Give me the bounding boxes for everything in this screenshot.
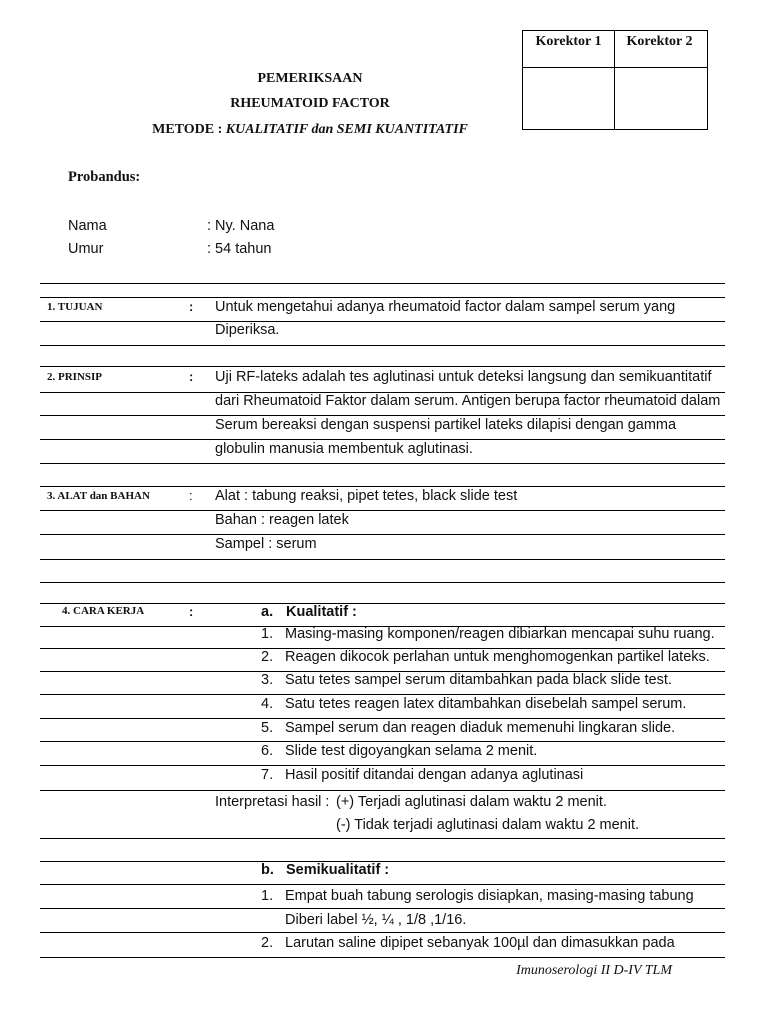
title-line-1: PEMERIKSAAN (257, 71, 363, 86)
sampel-line: Sampel : serum (215, 536, 317, 552)
rule (40, 283, 725, 284)
step-text: Hasil positif ditandai dengan adanya aglutinasi (285, 767, 584, 783)
tujuan-line: Diperiksa. (215, 322, 280, 338)
rule (40, 321, 725, 322)
step-number: 6. (261, 743, 274, 759)
step-number: 1. (261, 626, 274, 642)
step-text: Masing-masing komponen/reagen dibiarkan mencapai suhu ruang. (285, 626, 715, 642)
rule (40, 345, 725, 346)
section-colon: : (189, 604, 194, 619)
metode-label: METODE : (152, 122, 226, 137)
probandus-heading: Probandus: (68, 169, 141, 185)
rule (40, 694, 725, 695)
rule (40, 463, 725, 464)
step-text: Empat buah tabung serologis disiapkan, masing-masing tabung (285, 888, 694, 904)
section-colon: : (189, 488, 193, 503)
semikualitatif-marker: b. (261, 862, 274, 878)
prinsip-line: globulin manusia membentuk aglutinasi. (215, 441, 473, 457)
rule (40, 582, 725, 583)
step-text: Reagen dikocok perlahan untuk menghomogenkan partikel lateks. (285, 649, 710, 665)
step-number: 7. (261, 767, 274, 783)
section-tujuan-label: 1. TUJUAN (47, 301, 103, 313)
bahan-line: Bahan : reagen latek (215, 512, 349, 528)
rule (40, 486, 725, 487)
korektor-2-header: Korektor 2 (626, 34, 693, 49)
step-text: Larutan saline dipipet sebanyak 100µl dan dimasukkan pada (285, 935, 675, 951)
title-line-2: RHEUMATOID FACTOR (230, 96, 390, 111)
step-number: 3. (261, 672, 274, 688)
step-text: Satu tetes sampel serum ditambahkan pada black slide test. (285, 672, 672, 688)
korektor-table (522, 30, 708, 130)
rule (40, 741, 725, 742)
step-text: Sampel serum dan reagen diaduk memenuhi lingkaran slide. (285, 720, 676, 736)
korektor-1-header: Korektor 1 (535, 34, 602, 49)
rule (40, 510, 725, 511)
kualitatif-heading: Kualitatif : (286, 604, 357, 620)
step-number: 5. (261, 720, 274, 736)
nama-value: : Ny. Nana (207, 218, 275, 234)
metode-value: KUALITATIF dan SEMI KUANTITATIF (225, 122, 468, 137)
rule (40, 884, 725, 885)
section-colon: : (189, 369, 194, 384)
nama-label: Nama (68, 218, 107, 234)
rule (40, 957, 725, 958)
page-footer: Imunoserologi II D-IV TLM (516, 963, 672, 978)
tujuan-line: Untuk mengetahui adanya rheumatoid factor dalam sampel serum yang (215, 299, 676, 315)
rule (40, 790, 725, 791)
rule (40, 765, 725, 766)
rule (40, 534, 725, 535)
step-number: 1. (261, 888, 274, 904)
kualitatif-marker: a. (261, 604, 274, 620)
rule (40, 603, 725, 604)
prinsip-line: dari Rheumatoid Faktor dalam serum. Antigen berupa factor rheumatoid dalam (215, 393, 721, 409)
step-number: 2. (261, 935, 274, 951)
section-cara-label: 4. CARA KERJA (62, 605, 145, 617)
rule (40, 297, 725, 298)
step-number: 2. (261, 649, 274, 665)
section-prinsip-label: 2. PRINSIP (47, 371, 103, 383)
rule (40, 838, 725, 839)
rule (40, 439, 725, 440)
prinsip-line: Uji RF-lateks adalah tes aglutinasi untuk deteksi langsung dan semikuantitatif (215, 369, 712, 385)
semikualitatif-heading: Semikualitatif : (286, 862, 390, 878)
interpretasi-negative: (-) Tidak terjadi aglutinasi dalam waktu 2 menit. (336, 817, 640, 833)
alat-line: Alat : tabung reaksi, pipet tetes, black slide test (215, 488, 518, 504)
section-alat-label: 3. ALAT dan BAHAN (47, 490, 150, 502)
rule (40, 932, 725, 933)
step-text: Slide test digoyangkan selama 2 menit. (285, 743, 538, 759)
step-text-continued: Diberi label ½, ¼ , 1/8 ,1/16. (285, 912, 467, 928)
rule (40, 415, 725, 416)
rule (40, 718, 725, 719)
rule (40, 908, 725, 909)
umur-label: Umur (68, 241, 104, 257)
rule (40, 366, 725, 367)
prinsip-line: Serum bereaksi dengan suspensi partikel lateks dilapisi dengan gamma (215, 417, 677, 433)
interpretasi-positive: (+) Terjadi aglutinasi dalam waktu 2 menit. (336, 794, 607, 810)
metode-line (60, 122, 560, 138)
rule (40, 559, 725, 560)
interpretasi-label: Interpretasi hasil : (215, 794, 330, 810)
umur-value: : 54 tahun (207, 241, 272, 257)
section-colon: : (189, 299, 194, 314)
step-number: 4. (261, 696, 274, 712)
step-text: Satu tetes reagen latex ditambahkan disebelah sampel serum. (285, 696, 687, 712)
